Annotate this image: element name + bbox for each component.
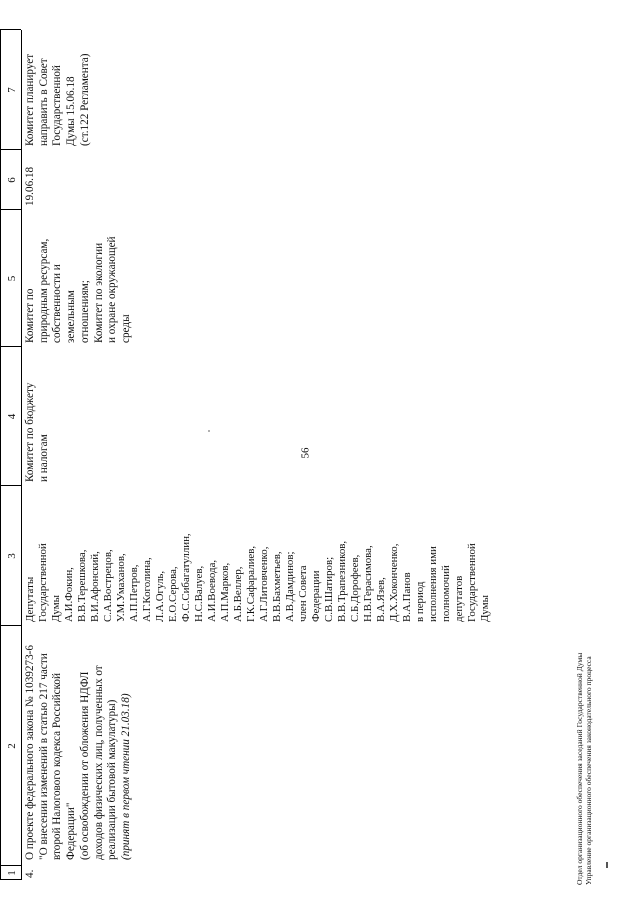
scan-mark	[606, 862, 608, 868]
rotated-table	[0, 25, 604, 880]
co-executor-committees: Комитет по природным ресурсам, собственности и земельным отношениям; Комитет по экологии и охране окружающей среды	[24, 236, 132, 343]
footer-line-2: Управление организационного обеспечения законодательного процесса	[584, 656, 593, 885]
footer-line-1: Отдел организационного обеспечения заседаний Государственной Думы	[575, 652, 584, 885]
scan-dot	[208, 430, 210, 432]
col-number-5: 5	[6, 275, 18, 282]
bill-title: О проекте федерального закона № 1039273-6 "О внесении изменений в статью 217 части второй Налогового кодекса Российской Федерации" (об освобождении от обложения НДФЛ доходов физических лиц, полученных от реализации бытовой макулатуры)	[24, 645, 119, 860]
date: 19.06.18	[24, 166, 36, 206]
col-number-1: 1	[6, 870, 18, 876]
bill-status: (принят в первом чтении 21.03.18)	[120, 693, 132, 860]
col-number-4: 4	[6, 413, 18, 420]
note: Комитет планирует направить в Совет Государственной Думы 15.06.18 (ст.122 Регламента)	[24, 53, 91, 146]
row-number: 4.	[24, 869, 36, 878]
bill-authors: Депутаты Государственной Думы А.И.Фокин, В.В.Терешкова, В.И.Афонский, С.А.Вострецов, У.М.Умаханов, А.П.Петров, А.Г.Коголина, Л.А.Огуль, Е.О.Серова, Ф.С.Сибагатуллин, Н.С.Валуев, А.И.Воевода, А.П.Марков, А.Б.Веллер, Г.К.Сафаралиев, А.Г.Литовченко, В.В.Бахметьев, А.В.Дамдинов; член Совета Федерации С.В.Шатиров; В.В.Трапезников, С.Б.Дорофеев, Н.В.Герасимова, В.А.Язев, Д.Х.Хоконченко, В.А.Панов в период исполнения ими полномочий депутатов Государственной Думы	[24, 533, 491, 622]
col-number-3: 3	[6, 553, 18, 559]
header-bottom-border	[21, 30, 22, 880]
footer	[565, 630, 595, 890]
table-top-border	[0, 30, 1, 880]
col-number-6: 6	[6, 177, 18, 183]
col-number-7: 7	[6, 87, 18, 93]
page-number: 56	[299, 447, 312, 459]
col-number-2: 2	[6, 743, 18, 749]
responsible-committee: Комитет по бюджету и налогам	[24, 382, 50, 482]
